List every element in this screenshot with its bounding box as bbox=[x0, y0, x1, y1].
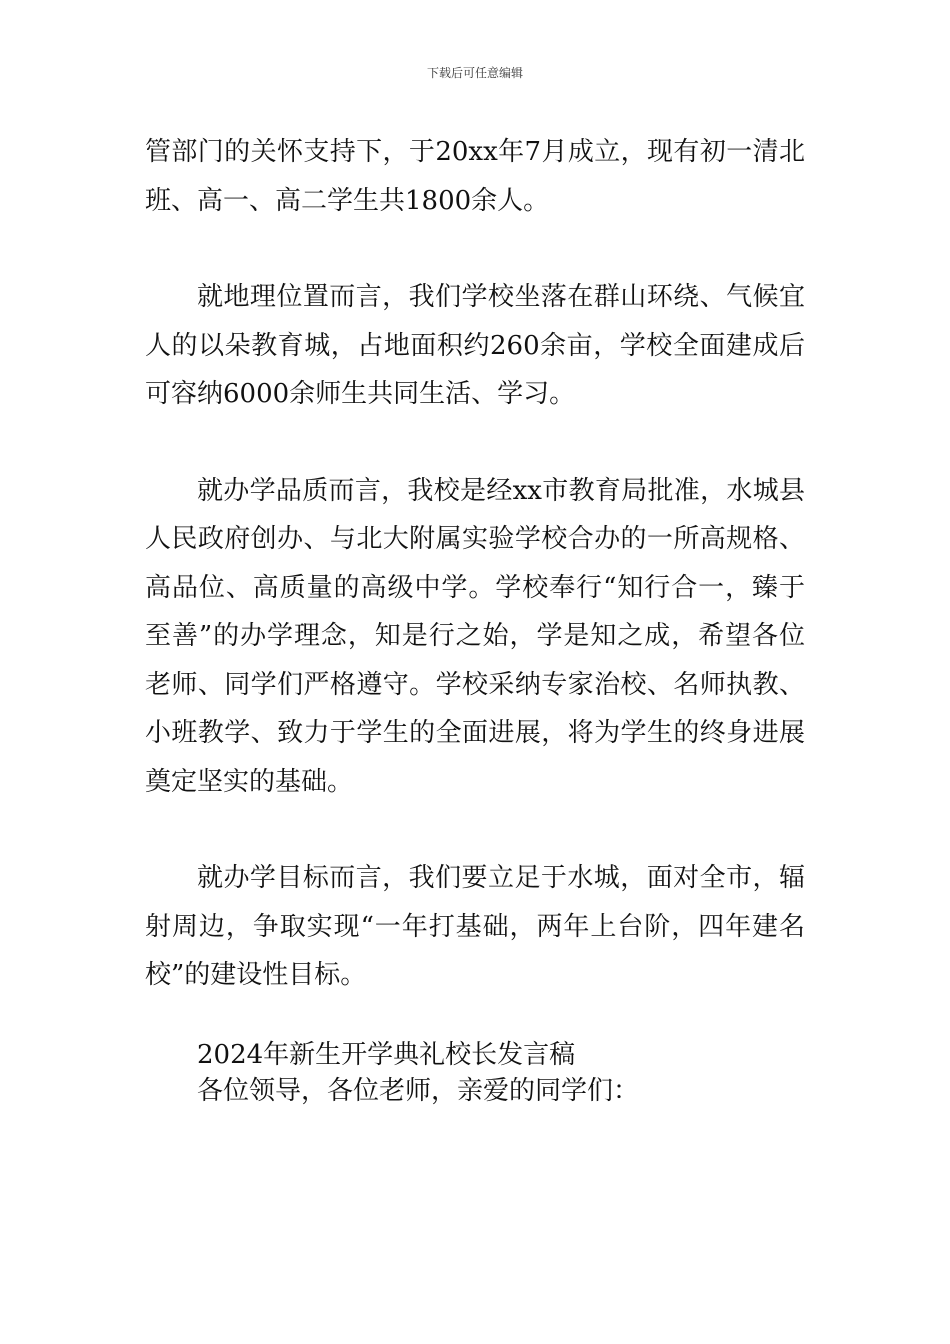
document-body bbox=[145, 128, 805, 1109]
speech-title: 2024年新生开学典礼校长发言稿 bbox=[197, 1039, 576, 1070]
paragraph-goal: 就办学目标而言，我们要立足于水城，面对全市，辐射周边，争取实现“一年打基础，两年上台阶，四年建名校”的建设性目标。 bbox=[145, 863, 805, 990]
page-header-note: 下载后可任意编辑 bbox=[426, 66, 523, 80]
speech-salutation: 各位领导，各位老师，亲爱的同学们： bbox=[197, 1075, 640, 1106]
paragraph-location: 就地理位置而言，我们学校坐落在群山环绕、气候宜人的以朵教育城，占地面积约260余亩，学校全面建成后可容纳6000余师生共同生活、学习。 bbox=[145, 282, 805, 409]
paragraph-continuation: 管部门的关怀支持下，于20xx年7月成立，现有初一清北班、高一、高二学生共1800余人。 bbox=[145, 137, 805, 216]
paragraph-quality: 就办学品质而言，我校是经xx市教育局批准，水城县人民政府创办、与北大附属实验学校合办的一所高规格、高品位、高质量的高级中学。学校奉行“知行合一，臻于至善”的办学理念，知是行之始，学是知之成，希望各位老师、同学们严格遵守。学校采纳专家治校、名师执教、小班教学、致力于学生的全面进展，将为学生的终身进展奠定坚实的基础。 bbox=[145, 475, 805, 797]
